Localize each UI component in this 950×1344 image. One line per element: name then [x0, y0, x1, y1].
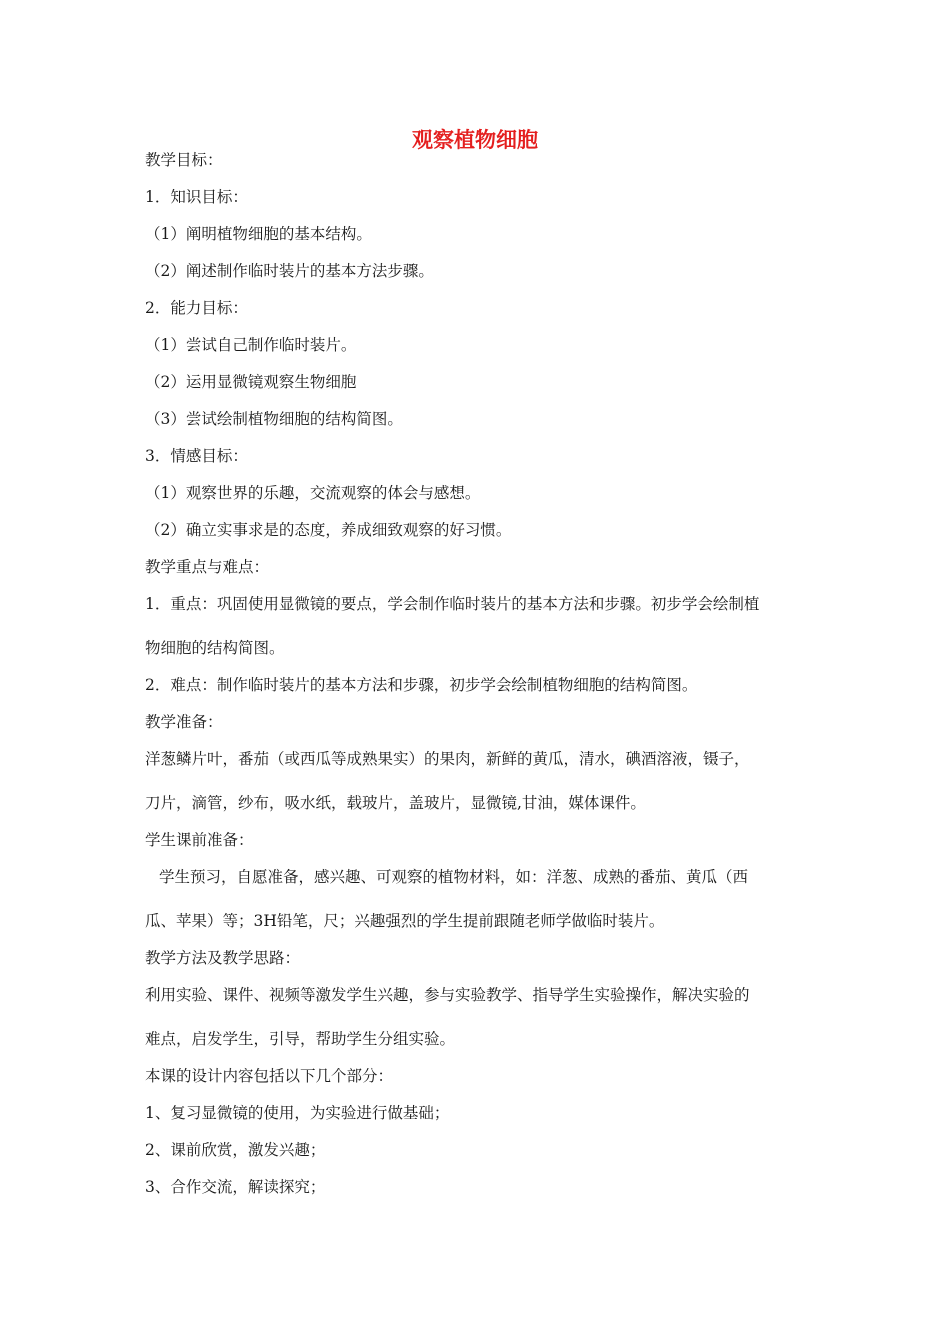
goal-item: （3）尝试绘制植物细胞的结构简图。 [145, 410, 403, 428]
goal-item: （2）阐述制作临时装片的基本方法步骤。 [145, 262, 434, 280]
paragraph-line: 瓜、苹果）等；3H铅笔，尺；兴趣强烈的学生提前跟随老师学做临时装片。 [145, 912, 665, 930]
paragraph-line: 刀片，滴管，纱布，吸水纸，载玻片，盖玻片，显微镜,甘油，媒体课件。 [145, 794, 646, 812]
list-item: 1、复习显微镜的使用，为实验进行做基础； [145, 1104, 450, 1122]
heading-teaching-goals: 教学目标： [145, 151, 223, 169]
heading-key-points: 教学重点与难点： [145, 558, 270, 576]
list-item: 2、课前欣赏，激发兴趣； [145, 1141, 326, 1159]
goal-item: （1）阐明植物细胞的基本结构。 [145, 225, 372, 243]
paragraph-line: 难点，启发学生，引导，帮助学生分组实验。 [145, 1030, 456, 1048]
heading-ability-goals: 2．能力目标： [145, 299, 248, 317]
paragraph-line: 1．重点：巩固使用显微镜的要点，学会制作临时装片的基本方法和步骤。初步学会绘制植 [145, 595, 760, 613]
list-item: 3、合作交流，解读探究； [145, 1178, 326, 1196]
heading-student-preparation: 学生课前准备： [145, 831, 254, 849]
heading-teaching-method: 教学方法及教学思路： [145, 949, 301, 967]
document-title: 观察植物细胞 [412, 128, 538, 152]
paragraph-line: 洋葱鳞片叶，番茄（或西瓜等成熟果实）的果肉，新鲜的黄瓜，清水，碘酒溶液，镊子， [145, 750, 750, 768]
heading-knowledge-goals: 1．知识目标： [145, 188, 248, 206]
heading-design-content: 本课的设计内容包括以下几个部分： [145, 1067, 394, 1085]
paragraph-line: 2．难点：制作临时装片的基本方法和步骤，初步学会绘制植物细胞的结构简图。 [145, 676, 698, 694]
heading-emotion-goals: 3．情感目标： [145, 447, 248, 465]
goal-item: （1）观察世界的乐趣，交流观察的体会与感想。 [145, 484, 481, 502]
heading-preparation: 教学准备： [145, 713, 223, 731]
goal-item: （2）运用显微镜观察生物细胞 [145, 373, 357, 391]
goal-item: （1）尝试自己制作临时装片。 [145, 336, 357, 354]
paragraph-line: 物细胞的结构简图。 [145, 639, 285, 657]
goal-item: （2）确立实事求是的态度，养成细致观察的好习惯。 [145, 521, 512, 539]
document-body [145, 148, 815, 1200]
paragraph-line: 学生预习，自愿准备，感兴趣、可观察的植物材料，如：洋葱、成熟的番茄、黄瓜（西 [159, 868, 749, 886]
paragraph-line: 利用实验、课件、视频等激发学生兴趣，参与实验教学、指导学生实验操作，解决实验的 [145, 986, 750, 1004]
